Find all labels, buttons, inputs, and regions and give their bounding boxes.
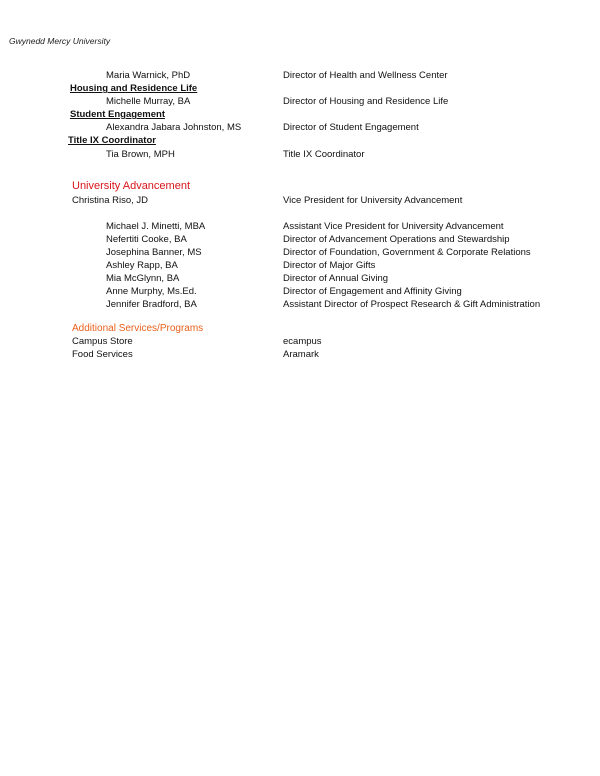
person-name: Jennifer Bradford, BA [106,299,197,310]
directory-row-vp [0,194,600,207]
person-name: Christina Riso, JD [72,195,149,206]
subheading-title-ix [0,134,600,147]
service-name: Food Services [72,349,133,360]
section-additional [0,322,600,335]
service-provider: ecampus [283,336,322,347]
person-title: Assistant Vice President for University Advancement [283,221,504,232]
section-heading: University Advancement [72,180,190,192]
person-title: Director of Advancement Operations and Stewardship [283,234,510,245]
subheading-engagement [0,108,600,121]
person-name: Nefertiti Cooke, BA [106,234,187,245]
directory-row [0,272,600,285]
subheading-label: Student Engagement [70,109,166,120]
person-title: Director of Engagement and Affinity Giving [283,286,462,297]
person-name: Tia Brown, MPH [106,149,175,160]
person-title: Director of Major Gifts [283,260,376,271]
subheading-label: Housing and Residence Life [70,83,198,94]
person-title: Director of Annual Giving [283,273,389,284]
subheading-label: Title IX Coordinator [68,135,156,146]
directory-row-title-ix [0,148,600,161]
person-name: Michael J. Minetti, MBA [106,221,206,232]
directory-row [0,259,600,272]
person-name: Alexandra Jabara Johnston, MS [106,122,242,133]
person-title: Director of Foundation, Government & Corporate Relations [283,247,531,258]
person-name: Michelle Murray, BA [106,96,191,107]
service-row [0,335,600,348]
service-provider: Aramark [283,349,319,360]
section-heading: Additional Services/Programs [72,323,204,334]
service-row [0,348,600,361]
subheading-housing [0,82,600,95]
person-name: Josephina Banner, MS [106,247,202,258]
running-header: Gwynedd Mercy University [9,36,111,46]
person-name: Mia McGlynn, BA [106,273,180,284]
directory-row [0,298,600,311]
directory-row-engagement [0,121,600,134]
person-name: Ashley Rapp, BA [106,260,178,271]
directory-row [0,233,600,246]
section-advancement [0,180,600,193]
directory-row-health [0,69,600,82]
directory-row [0,246,600,259]
directory-row-housing [0,95,600,108]
person-title: Director of Housing and Residence Life [283,96,449,107]
person-title: Director of Health and Wellness Center [283,70,448,81]
service-name: Campus Store [72,336,133,347]
person-title: Assistant Director of Prospect Research & Gift Administration [283,299,541,310]
person-name: Anne Murphy, Ms.Ed. [106,286,197,297]
directory-row [0,220,600,233]
person-title: Title IX Coordinator [283,149,365,160]
directory-row [0,285,600,298]
person-title: Director of Student Engagement [283,122,419,133]
person-title: Vice President for University Advancement [283,195,463,206]
person-name: Maria Warnick, PhD [106,70,191,81]
